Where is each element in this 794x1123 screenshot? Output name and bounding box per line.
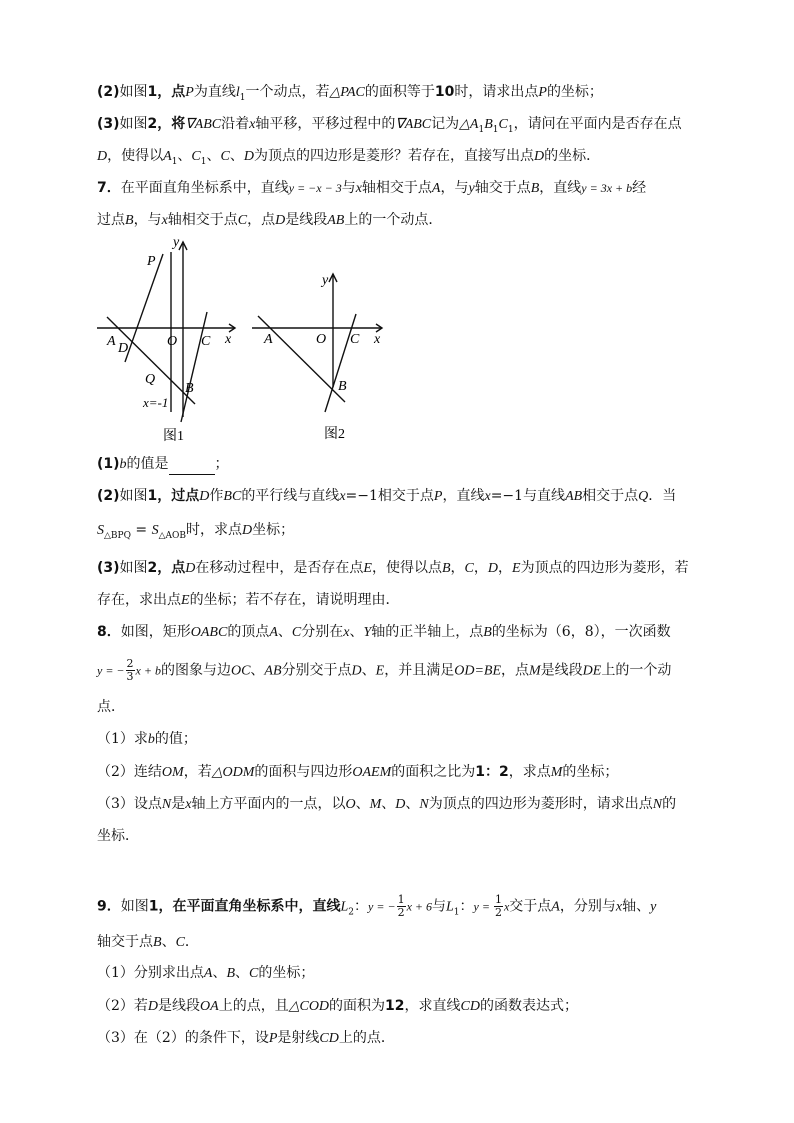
- label-x-eq-minus1: x=-1: [143, 395, 169, 410]
- var: x: [249, 117, 256, 132]
- text: 是: [171, 796, 186, 812]
- line-AB: [107, 317, 195, 404]
- var: C: [220, 149, 230, 164]
- figure1-caption: 图1: [163, 429, 184, 444]
- var: △PAC: [329, 85, 365, 100]
- text: 、: [405, 796, 420, 812]
- q8-number: 8．: [97, 624, 121, 640]
- q8-part3: [97, 794, 676, 815]
- text: 轴的正半轴上，点: [371, 624, 484, 640]
- var: x: [161, 213, 168, 228]
- text: 的面积之比为: [391, 764, 476, 780]
- text: ，求点: [508, 764, 551, 780]
- q9-stem-line1: [97, 894, 656, 922]
- label-x: x: [225, 332, 232, 347]
- part-number: （3）: [97, 796, 134, 812]
- text: ：: [459, 898, 474, 915]
- q7-part2: [97, 486, 676, 507]
- label-O: O: [316, 332, 327, 347]
- var: x: [339, 489, 346, 504]
- text: 1，过点: [147, 488, 200, 504]
- text: 与: [341, 180, 356, 196]
- equation: y =: [473, 899, 493, 914]
- label-B: B: [338, 379, 347, 394]
- text: 存在，求出点: [97, 592, 181, 608]
- q7-figure1: [95, 232, 245, 447]
- var: A: [431, 181, 441, 196]
- text: ，分别与: [559, 898, 616, 915]
- q6-part3-number: (3): [97, 116, 120, 132]
- q7-part3-line2: [97, 590, 400, 611]
- label-B: B: [185, 381, 194, 396]
- fraction: [126, 658, 135, 683]
- text: 10: [434, 84, 455, 100]
- text: 、: [229, 148, 244, 164]
- text: 是线段: [285, 212, 328, 228]
- equation: y = −: [97, 663, 125, 678]
- q6-part3-line2: [97, 146, 600, 172]
- var: OAEM: [352, 765, 392, 780]
- text: ；: [214, 456, 229, 472]
- var: P: [185, 85, 194, 100]
- text: ，使得以点: [371, 560, 442, 576]
- q9-part1: [97, 963, 314, 984]
- text: 是线段: [158, 998, 201, 1014]
- var: x: [355, 181, 362, 196]
- var: E: [363, 561, 372, 576]
- label-C: C: [201, 334, 211, 349]
- text: 轴交于点: [97, 934, 153, 950]
- var: A: [269, 625, 278, 640]
- q7-number: 7．: [97, 180, 121, 196]
- text: 记为: [431, 116, 460, 132]
- text: 如图: [119, 84, 148, 100]
- text: 坐标．: [97, 828, 139, 844]
- part-number: (2): [97, 488, 120, 504]
- var: Y: [363, 625, 372, 640]
- var: E: [512, 561, 521, 576]
- text: 的面积等于: [364, 84, 435, 100]
- text: 上的一个动点．: [344, 212, 443, 228]
- subscript: 1: [507, 124, 514, 135]
- numerator: 2: [126, 657, 134, 670]
- q7-stem-line2: [97, 210, 442, 231]
- text: 如图: [119, 560, 148, 576]
- var: D: [351, 663, 362, 679]
- var: y: [650, 899, 657, 915]
- var: M: [369, 797, 382, 812]
- var: D: [242, 523, 253, 538]
- text: 、: [212, 965, 227, 981]
- denominator: 2: [494, 906, 502, 919]
- var: OD=BE: [454, 663, 501, 679]
- var: S: [97, 523, 104, 538]
- text: 为直线: [193, 84, 236, 100]
- text: 轴、: [622, 898, 651, 915]
- var: M: [529, 663, 541, 679]
- label-y: y: [322, 273, 329, 288]
- var: N: [161, 797, 172, 812]
- var: b: [119, 457, 127, 472]
- denominator: 3: [126, 670, 134, 683]
- text: 在移动过程中，是否存在点: [195, 560, 364, 576]
- numerator: 1: [397, 893, 405, 906]
- text: 为顶点的四边形为菱形，若: [520, 560, 689, 576]
- text: 相交于点: [582, 488, 639, 504]
- text: ，: [498, 560, 513, 576]
- part-number: （2）: [97, 764, 134, 780]
- q8-stem-line1: [97, 622, 671, 643]
- text: 时，求点: [186, 522, 243, 538]
- text: 上的点．: [338, 1030, 395, 1046]
- text: 求: [133, 731, 148, 747]
- var: B: [441, 561, 451, 576]
- var: L: [446, 899, 454, 915]
- q7-figure2: [250, 262, 390, 447]
- text: 是线段: [540, 662, 583, 679]
- figure2-caption: 图2: [324, 427, 345, 442]
- var: l: [235, 85, 240, 100]
- var: CD: [460, 999, 480, 1014]
- text: =−1: [490, 488, 524, 504]
- q8-stem-line2: [97, 658, 671, 683]
- subscript: 1: [239, 92, 246, 103]
- label-C: C: [350, 332, 360, 347]
- text: 如图: [120, 898, 149, 915]
- var: y: [468, 181, 475, 196]
- var: D: [199, 489, 210, 504]
- q8-part2: [97, 762, 618, 783]
- text: 1：2: [475, 764, 509, 780]
- text: 为顶点的四边形是菱形？若存在，直接写出点: [253, 148, 534, 164]
- text: 设点: [133, 796, 162, 812]
- var: D: [533, 149, 545, 164]
- equation: x + b: [135, 663, 161, 678]
- text: ．当: [648, 488, 677, 504]
- text: 是射线: [277, 1030, 320, 1046]
- part-number: （2）: [97, 998, 134, 1014]
- q9-part3: [97, 1028, 395, 1049]
- text: 、: [277, 624, 292, 640]
- text: 的值是: [126, 456, 169, 472]
- text: 轴上方平面内的一点，以: [191, 796, 346, 812]
- text: 经: [632, 180, 647, 196]
- var: E: [181, 593, 190, 608]
- q8-part3-line2: [97, 826, 139, 846]
- var: Q: [638, 489, 649, 504]
- var: O: [345, 797, 356, 812]
- var: A: [551, 899, 560, 915]
- var: D: [275, 213, 286, 228]
- q6-part2: [97, 82, 603, 108]
- text: 2，将: [147, 116, 186, 132]
- text: 的面积为: [329, 998, 386, 1014]
- text: 分别在: [301, 624, 344, 640]
- text: 轴相交于点: [361, 180, 432, 196]
- var: CD: [319, 1031, 339, 1046]
- var: OC: [230, 663, 251, 679]
- text: 的图象与边: [160, 662, 231, 679]
- numerator: 1: [494, 893, 502, 906]
- text: 若: [133, 998, 148, 1014]
- var: AB: [264, 663, 282, 679]
- equation: y = −: [368, 899, 396, 914]
- text: 时，请求出点: [454, 84, 539, 100]
- text: 的顶点: [227, 624, 270, 640]
- q7-part3: [97, 558, 689, 579]
- text: ，直线: [539, 180, 582, 196]
- text: ，点: [501, 662, 529, 679]
- var: N: [419, 797, 429, 812]
- text: ，求直线: [404, 998, 461, 1014]
- text: 的平行线与直线: [241, 488, 340, 504]
- text: 坐标；: [252, 522, 295, 538]
- q7-stem-line1: [97, 178, 646, 199]
- q9-part2: [97, 996, 578, 1017]
- var: P: [538, 85, 547, 100]
- text: 为顶点的四边形为菱形时，请求出点: [428, 796, 653, 812]
- text: 轴相交于点: [167, 212, 238, 228]
- subscript: 1: [171, 156, 178, 167]
- text: ，与: [440, 180, 469, 196]
- equation: x: [503, 899, 510, 914]
- var: D: [185, 561, 196, 576]
- var: △COD: [288, 999, 330, 1014]
- q7-part2-line2: [97, 520, 294, 546]
- text: 分别求出点: [133, 965, 204, 981]
- var: C: [191, 149, 201, 164]
- text: ，使得以: [107, 148, 164, 164]
- var: S: [151, 523, 159, 538]
- var: AB: [565, 489, 583, 504]
- q7-part1: [97, 454, 229, 475]
- text: 12: [385, 998, 405, 1014]
- part-number: （1）: [97, 965, 134, 981]
- var: M: [550, 765, 563, 780]
- text: 的值；: [154, 731, 197, 747]
- var: B: [153, 935, 162, 950]
- var: C: [464, 561, 474, 576]
- part-number: (3): [97, 560, 120, 576]
- text: 与直线: [523, 488, 566, 504]
- var: x: [185, 797, 192, 812]
- text: 的坐标；: [546, 84, 603, 100]
- text: 、: [177, 148, 192, 164]
- var: OM: [161, 765, 184, 780]
- text: 如图，矩形: [120, 624, 191, 640]
- text: 如图: [119, 488, 148, 504]
- part-number: （1）: [97, 731, 134, 747]
- text: 作: [209, 488, 224, 504]
- text: 连结: [133, 764, 162, 780]
- text: ，直线: [442, 488, 485, 504]
- text: 的: [662, 796, 677, 812]
- var: B: [484, 117, 493, 132]
- text: 的坐标．: [544, 148, 601, 164]
- text: 相交于点: [377, 488, 434, 504]
- text: 、: [250, 662, 265, 679]
- label-A: A: [107, 334, 116, 349]
- subscript: 1: [478, 124, 485, 135]
- answer-blank[interactable]: [169, 460, 215, 475]
- text: 、: [161, 934, 176, 950]
- var: x: [343, 625, 350, 640]
- var: C: [291, 625, 302, 640]
- equation: y = 3x + b: [581, 181, 633, 195]
- var: ∇ABC: [185, 117, 222, 132]
- var: C: [175, 935, 185, 950]
- label-A: A: [264, 332, 273, 347]
- text: 上的一个动: [601, 662, 672, 679]
- text: ，点: [247, 212, 276, 228]
- var: b: [147, 732, 155, 747]
- subscript: 1: [492, 124, 499, 135]
- text: 轴平移，平移过程中的: [255, 116, 396, 132]
- var: BC: [223, 489, 242, 504]
- subscript: 1: [453, 907, 460, 918]
- var: D: [97, 149, 108, 164]
- text: 、: [381, 796, 396, 812]
- subscript: △BPQ: [104, 530, 131, 541]
- q8-part1: [97, 729, 197, 750]
- var: x: [615, 899, 623, 915]
- text: 在平面直角坐标系中，直线: [120, 180, 289, 196]
- var: D: [395, 797, 406, 812]
- var: L: [340, 899, 349, 915]
- q8-stem-line3: [97, 697, 125, 717]
- text: ：: [354, 898, 369, 915]
- var: A: [163, 149, 172, 164]
- text: 上的点，且: [218, 998, 289, 1014]
- var: △ODM: [211, 765, 255, 780]
- text: 过点: [97, 212, 125, 228]
- label-P: P: [147, 254, 156, 269]
- subscript: △AOB: [158, 530, 187, 541]
- var: OABC: [190, 625, 228, 640]
- var: B: [530, 181, 540, 196]
- label-Q: Q: [145, 372, 156, 387]
- var: D: [487, 561, 499, 576]
- text: 2，点: [147, 560, 186, 576]
- var: D: [243, 149, 254, 164]
- text: 的坐标；若不存在，请说明理由．: [189, 592, 400, 608]
- text: 、: [206, 148, 221, 164]
- subscript: 2: [348, 907, 355, 918]
- label-O: O: [167, 334, 178, 349]
- q6-part2-number: (2): [97, 84, 120, 100]
- text: 沿着: [221, 116, 250, 132]
- text: 与: [432, 898, 446, 915]
- part-number: (1): [97, 456, 120, 472]
- text: 在（2）的条件下，设: [133, 1030, 269, 1046]
- text: 轴交于点: [474, 180, 531, 196]
- text: 如图: [119, 116, 148, 132]
- fraction: [494, 894, 503, 919]
- var: P: [433, 489, 443, 504]
- var: N: [652, 797, 663, 812]
- text: =: [130, 522, 152, 538]
- var: ∇ABC: [395, 117, 432, 132]
- text: 的坐标；: [562, 764, 619, 780]
- var: △A: [459, 117, 479, 132]
- text: 的函数表达式；: [479, 998, 578, 1014]
- text: ，并且满足: [384, 662, 455, 679]
- text: =−1: [345, 488, 378, 504]
- label-D: D: [118, 341, 129, 356]
- var: x: [484, 489, 491, 504]
- text: ，: [473, 560, 488, 576]
- fraction: [397, 894, 406, 919]
- text: 1，在平面直角坐标系中，直线: [148, 898, 341, 915]
- text: ，: [450, 560, 465, 576]
- text: 1，点: [147, 84, 186, 100]
- line-DP: [125, 254, 163, 362]
- var: C: [237, 213, 248, 228]
- text: ，请问在平面内是否存在点: [513, 116, 682, 132]
- var: B: [483, 625, 492, 640]
- text: 一个动点，若: [245, 84, 330, 100]
- var: AB: [327, 213, 345, 228]
- subscript: 1: [200, 156, 207, 167]
- var: P: [268, 1031, 278, 1046]
- var: DE: [582, 663, 602, 679]
- text: 点．: [97, 699, 125, 715]
- text: ，与: [133, 212, 162, 228]
- equation: y = −x − 3: [288, 181, 342, 195]
- text: ．: [184, 934, 199, 950]
- text: 的坐标；: [258, 965, 315, 981]
- part-number: （3）: [97, 1030, 134, 1046]
- q6-part3: [97, 114, 682, 140]
- text: 的坐标为（6，8），一次函数: [491, 624, 671, 640]
- var: OA: [200, 999, 219, 1014]
- var: D: [147, 999, 159, 1014]
- label-x: x: [374, 332, 381, 347]
- text: 交于点: [509, 898, 552, 915]
- text: 、: [349, 624, 364, 640]
- var: A: [203, 966, 213, 981]
- equation: x + 6: [406, 899, 432, 914]
- text: 分别交于点: [281, 662, 352, 679]
- var: E: [375, 663, 385, 679]
- text: 、: [235, 965, 250, 981]
- var: C: [249, 966, 259, 981]
- label-y: y: [173, 235, 180, 250]
- var: C: [498, 117, 508, 132]
- var: B: [226, 966, 236, 981]
- text: 、: [361, 662, 376, 679]
- text: ，若: [183, 764, 212, 780]
- text: 的面积与四边形: [254, 764, 353, 780]
- text: 、: [355, 796, 370, 812]
- var: B: [125, 213, 134, 228]
- q9-number: 9．: [97, 898, 121, 915]
- denominator: 2: [397, 906, 405, 919]
- q9-stem-line2: [97, 932, 199, 953]
